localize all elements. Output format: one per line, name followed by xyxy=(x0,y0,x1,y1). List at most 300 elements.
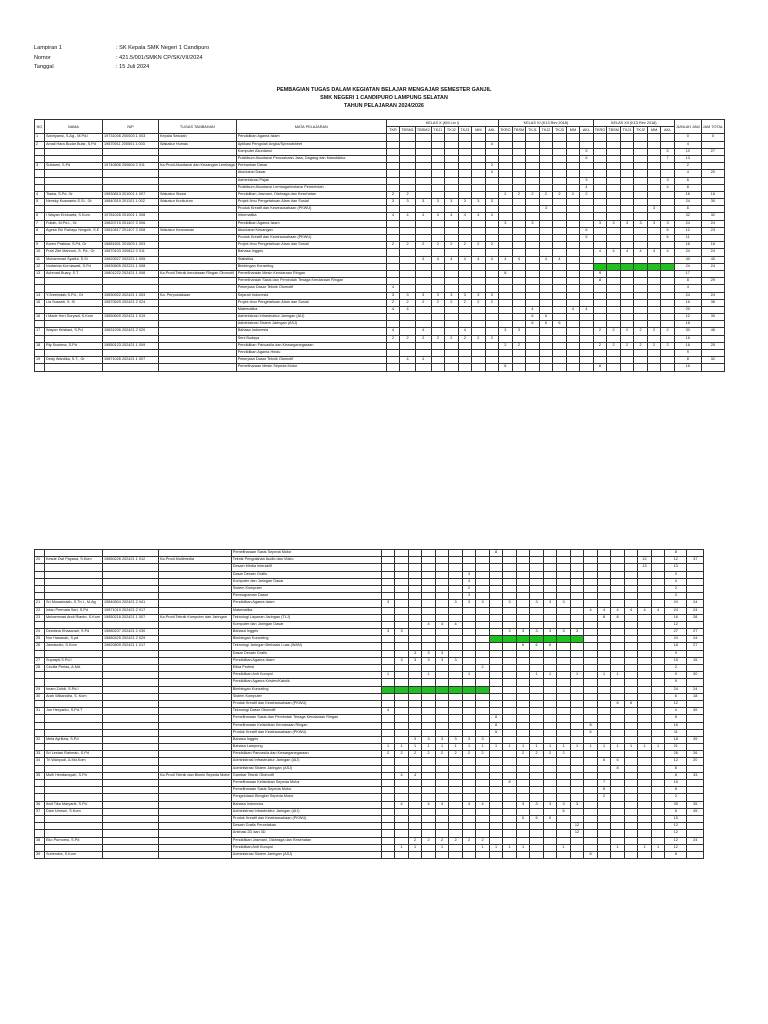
cell-hours: 3 xyxy=(400,292,416,299)
cell-hours xyxy=(503,722,517,729)
cell-hours xyxy=(539,213,553,220)
cell-hours xyxy=(530,614,544,621)
cell-hours xyxy=(580,170,594,177)
cell-hours xyxy=(422,758,436,765)
cell-hours xyxy=(607,155,621,162)
cell-hours xyxy=(476,830,490,837)
cell-hours xyxy=(476,722,490,729)
cell-hours xyxy=(611,751,625,758)
cell-nip xyxy=(103,686,159,693)
cell-hours xyxy=(611,686,625,693)
cell-hours xyxy=(503,621,517,628)
cell-hours xyxy=(584,593,598,600)
cell-hours xyxy=(570,614,584,621)
cell-hours xyxy=(458,191,472,198)
cell-hours xyxy=(543,837,557,844)
cell-hours xyxy=(408,665,422,672)
cell-hours xyxy=(476,772,490,779)
cell-hours xyxy=(386,321,400,328)
cell-hours xyxy=(503,765,517,772)
cell-hours xyxy=(415,314,431,321)
cell-jumlah: 13 xyxy=(674,155,701,162)
cell-nip: 19880425 202421 2 029 xyxy=(103,636,159,643)
table-row xyxy=(35,235,725,242)
document-titles xyxy=(0,86,768,110)
cell-mapel: Projek Ilmu Pengetahuan Alam dan Sosial xyxy=(236,299,386,306)
cell-no xyxy=(35,571,45,578)
cell-hours xyxy=(570,600,584,607)
cell-hours xyxy=(570,751,584,758)
cell-hours xyxy=(449,585,463,592)
cell-hours: 2 xyxy=(485,299,499,306)
cell-nip xyxy=(103,722,159,729)
table-row xyxy=(35,679,704,686)
cell-hours: 4 xyxy=(661,249,675,256)
cell-hours xyxy=(381,780,395,787)
cell-hours: 3 xyxy=(395,629,409,636)
cell-jumlah: 24 xyxy=(665,636,687,643)
cell-jam-total: 24 xyxy=(687,686,704,693)
cell-jam-total: 27 xyxy=(701,148,724,155)
cell-nama xyxy=(45,729,103,736)
cell-jumlah: 13 xyxy=(665,564,687,571)
cell-hours: 2 xyxy=(661,342,675,349)
cell-hours xyxy=(584,600,598,607)
cell-no: 1 xyxy=(35,134,45,141)
cell-hours xyxy=(503,772,517,779)
cell-hours xyxy=(566,342,580,349)
cell-no xyxy=(35,815,45,822)
cell-hours xyxy=(570,679,584,686)
cell-hours xyxy=(512,285,526,292)
cell-nip xyxy=(103,285,159,292)
cell-hours xyxy=(462,614,476,621)
cell-hours xyxy=(499,206,513,213)
cell-no: 25 xyxy=(35,636,45,643)
cell-nama: Suhendra, S.Kom xyxy=(45,851,103,858)
cell-hours xyxy=(445,177,459,184)
cell-jam-total: 25 xyxy=(701,342,724,349)
cell-nip xyxy=(103,335,159,342)
cell-hours: 3 xyxy=(512,328,526,335)
cell-hours: 4 xyxy=(620,249,634,256)
cell-hours xyxy=(415,263,431,270)
cell-hours xyxy=(431,263,445,270)
cell-mapel: Pendidikan Agama Islam xyxy=(236,220,386,227)
cell-hours: 4 xyxy=(422,621,436,628)
cell-jumlah: 8 xyxy=(665,851,687,858)
table-row xyxy=(35,321,725,328)
cell-hours xyxy=(431,342,445,349)
cell-nama xyxy=(45,177,103,184)
cell-jumlah: 16 xyxy=(674,191,701,198)
cell-hours xyxy=(476,557,490,564)
cell-hours xyxy=(566,350,580,357)
cell-nip xyxy=(103,693,159,700)
cell-nama: Achmad Busry, S.T xyxy=(45,270,103,277)
cell-hours: 3 xyxy=(607,220,621,227)
cell-hours xyxy=(647,141,661,148)
cell-hours xyxy=(638,636,652,643)
cell-nama: Fuliah, M.Pd.I., Gr xyxy=(45,220,103,227)
cell-hours xyxy=(584,614,598,621)
cell-hours xyxy=(526,249,540,256)
table-row xyxy=(35,335,725,342)
cell-hours xyxy=(624,794,638,801)
cell-nip: 19830805 202221 1 008 xyxy=(103,263,159,270)
cell-hours xyxy=(607,213,621,220)
cell-hours xyxy=(624,780,638,787)
cell-nip: 19881501 201503 1 003 xyxy=(103,242,159,249)
cell-hours: 6 xyxy=(661,227,675,234)
cell-hours xyxy=(512,134,526,141)
cell-hours xyxy=(607,335,621,342)
cell-hours xyxy=(553,364,567,371)
cell-hours xyxy=(445,170,459,177)
cell-hours xyxy=(381,765,395,772)
cell-hours xyxy=(566,163,580,170)
cell-hours: 3 xyxy=(408,736,422,743)
cell-hours xyxy=(624,830,638,837)
cell-hours xyxy=(597,801,611,808)
cell-jumlah: 18 xyxy=(665,736,687,743)
cell-hours xyxy=(395,650,409,657)
cell-nama: Imam Zuhdi, S.Pd.I xyxy=(45,686,103,693)
cell-hours: 3 xyxy=(485,199,499,206)
cell-nama: Putri Zitri Mahruni, S. Pd., Gr xyxy=(45,249,103,256)
cell-hours xyxy=(516,571,530,578)
cell-hours xyxy=(553,342,567,349)
cell-hours xyxy=(620,292,634,299)
cell-hours: 4 xyxy=(462,578,476,585)
cell-mapel: Desain Grafis Percetakan xyxy=(231,823,381,830)
cell-hours xyxy=(566,357,580,364)
cell-hours xyxy=(431,235,445,242)
cell-hours xyxy=(415,278,431,285)
cell-hours xyxy=(435,722,449,729)
cell-no: 33 xyxy=(35,751,45,758)
cell-hours xyxy=(597,564,611,571)
cell-hours xyxy=(449,636,463,643)
cell-nama: Arah Wikandira, S. Kom xyxy=(45,693,103,700)
cell-hours xyxy=(638,751,652,758)
cell-jam-total: 26 xyxy=(687,751,704,758)
cell-hours xyxy=(553,270,567,277)
cell-tugas xyxy=(159,177,237,184)
cell-hours: 1 xyxy=(638,744,652,751)
cell-hours xyxy=(499,213,513,220)
cell-hours xyxy=(386,342,400,349)
header-x-col: TBSM1 xyxy=(401,128,414,133)
cell-hours: 2 xyxy=(593,328,607,335)
cell-hours xyxy=(620,148,634,155)
cell-hours xyxy=(570,585,584,592)
cell-hours xyxy=(557,650,571,657)
cell-nama: Intan Permata Sari, S.Pd xyxy=(45,607,103,614)
cell-hours xyxy=(539,328,553,335)
cell-hours xyxy=(526,199,540,206)
cell-hours xyxy=(593,256,607,263)
cell-jumlah: 12 xyxy=(674,227,701,234)
cell-hours xyxy=(624,672,638,679)
cell-hours xyxy=(530,851,544,858)
cell-tugas xyxy=(159,206,237,213)
cell-hours xyxy=(499,292,513,299)
cell-nip xyxy=(103,657,159,664)
cell-jumlah: 35 xyxy=(665,801,687,808)
cell-hours xyxy=(512,270,526,277)
cell-nip: 19850609 202421 1 019 xyxy=(103,314,159,321)
cell-hours: 2 xyxy=(386,242,400,249)
cell-jam-total xyxy=(687,700,704,707)
cell-hours: 4 xyxy=(435,801,449,808)
cell-nama xyxy=(45,715,103,722)
cell-hours xyxy=(503,801,517,808)
cell-no xyxy=(35,830,45,837)
cell-hours xyxy=(476,686,490,693)
cell-jumlah: 12 xyxy=(665,830,687,837)
cell-hours xyxy=(516,830,530,837)
cell-hours xyxy=(661,170,675,177)
cell-hours xyxy=(530,571,544,578)
cell-jam-total: 24 xyxy=(701,220,724,227)
cell-hours xyxy=(530,837,544,844)
cell-hours: 4 xyxy=(415,213,431,220)
cell-hours xyxy=(449,801,463,808)
cell-nama xyxy=(45,780,103,787)
cell-hours xyxy=(462,643,476,650)
cell-mapel: Administrasi Sistem Jaringan (ASJ) xyxy=(231,765,381,772)
cell-hours xyxy=(489,765,503,772)
cell-hours xyxy=(634,134,648,141)
cell-hours xyxy=(415,270,431,277)
cell-hours xyxy=(624,722,638,729)
cell-hours xyxy=(445,141,459,148)
cell-hours xyxy=(395,787,409,794)
cell-hours xyxy=(584,585,598,592)
cell-hours xyxy=(445,206,459,213)
cell-jumlah: 3 xyxy=(665,571,687,578)
cell-hours xyxy=(381,679,395,686)
cell-hours xyxy=(462,772,476,779)
cell-hours xyxy=(584,578,598,585)
cell-hours xyxy=(584,650,598,657)
cell-hours xyxy=(476,815,490,822)
cell-jam-total: 40 xyxy=(701,256,724,263)
cell-tugas xyxy=(159,672,232,679)
cell-hours xyxy=(624,585,638,592)
cell-hours xyxy=(557,830,571,837)
cell-hours xyxy=(584,736,598,743)
cell-hours xyxy=(472,155,486,162)
cell-hours xyxy=(638,585,652,592)
cell-hours xyxy=(597,823,611,830)
cell-tugas xyxy=(159,357,237,364)
cell-hours xyxy=(593,263,607,270)
cell-jumlah: 2 xyxy=(665,665,687,672)
cell-tugas: Ka.Prodi Teknik kendaraan Ringan Otomotif xyxy=(159,270,237,277)
cell-hours xyxy=(593,242,607,249)
cell-hours xyxy=(512,263,526,270)
cell-hours xyxy=(516,823,530,830)
cell-hours xyxy=(593,199,607,206)
cell-hours xyxy=(651,729,665,736)
cell-hours: 2 xyxy=(431,242,445,249)
cell-hours xyxy=(566,220,580,227)
cell-jam-total xyxy=(687,564,704,571)
cell-no: 28 xyxy=(35,665,45,672)
cell-hours xyxy=(395,607,409,614)
cell-hours: 1 xyxy=(651,744,665,751)
cell-hours xyxy=(422,823,436,830)
cell-mapel: Perbankan Dasar xyxy=(236,163,386,170)
cell-hours xyxy=(422,844,436,851)
cell-hours xyxy=(543,851,557,858)
cell-hours xyxy=(607,242,621,249)
cell-hours xyxy=(647,242,661,249)
cell-jumlah: 6 xyxy=(674,206,701,213)
cell-hours xyxy=(647,199,661,206)
cell-hours xyxy=(607,357,621,364)
cell-hours xyxy=(400,285,416,292)
cell-hours xyxy=(462,722,476,729)
table-row xyxy=(35,844,704,851)
cell-jam-total xyxy=(701,206,724,213)
cell-hours xyxy=(408,672,422,679)
cell-hours xyxy=(476,823,490,830)
cell-hours xyxy=(638,851,652,858)
cell-hours xyxy=(593,191,607,198)
cell-hours xyxy=(449,794,463,801)
cell-hours: 6 xyxy=(611,758,625,765)
cell-hours: 2 xyxy=(400,242,416,249)
cell-hours xyxy=(422,794,436,801)
cell-mapel: Pemrograman Dasar xyxy=(231,593,381,600)
cell-jumlah: 18 xyxy=(665,643,687,650)
cell-hours: 4 xyxy=(485,141,499,148)
cell-nip xyxy=(103,751,159,758)
cell-nama xyxy=(45,155,103,162)
cell-nip: 19870103 200812 2 011 xyxy=(103,249,159,256)
cell-hours xyxy=(431,163,445,170)
cell-hours xyxy=(516,686,530,693)
cell-hours xyxy=(512,220,526,227)
cell-hours xyxy=(530,693,544,700)
cell-nip xyxy=(103,672,159,679)
cell-hours xyxy=(539,357,553,364)
cell-hours xyxy=(503,794,517,801)
cell-hours xyxy=(516,772,530,779)
cell-hours xyxy=(607,278,621,285)
cell-hours xyxy=(661,314,675,321)
cell-hours: 1 xyxy=(570,744,584,751)
cell-hours xyxy=(597,772,611,779)
cell-hours xyxy=(661,321,675,328)
cell-hours xyxy=(647,285,661,292)
cell-hours xyxy=(462,787,476,794)
cell-hours xyxy=(570,851,584,858)
cell-hours xyxy=(557,679,571,686)
cell-hours xyxy=(611,815,625,822)
cell-hours xyxy=(472,220,486,227)
cell-tugas xyxy=(159,242,237,249)
cell-hours xyxy=(543,794,557,801)
cell-tugas xyxy=(159,794,232,801)
cell-hours xyxy=(624,729,638,736)
cell-tugas xyxy=(159,780,232,787)
cell-hours xyxy=(530,557,544,564)
cell-hours xyxy=(400,206,416,213)
cell-nip: 19810817 201407 2 008 xyxy=(103,227,159,234)
cell-jam-total xyxy=(687,729,704,736)
cell-hours xyxy=(570,593,584,600)
cell-no: 34 xyxy=(35,758,45,765)
cell-hours xyxy=(557,729,571,736)
cell-hours xyxy=(381,801,395,808)
cell-no xyxy=(35,148,45,155)
cell-hours xyxy=(566,206,580,213)
cell-tugas xyxy=(159,593,232,600)
schedule-table-page-2 xyxy=(34,549,704,859)
cell-hours xyxy=(485,191,499,198)
cell-mapel: Sejarah Indonesia xyxy=(236,292,386,299)
cell-hours xyxy=(516,722,530,729)
cell-hours xyxy=(584,686,598,693)
cell-tugas xyxy=(159,328,237,335)
cell-hours xyxy=(597,715,611,722)
cell-hours xyxy=(624,837,638,844)
cell-tugas xyxy=(159,679,232,686)
cell-hours xyxy=(422,729,436,736)
cell-hours xyxy=(431,314,445,321)
cell-hours xyxy=(651,693,665,700)
cell-mapel: Pemeliharaan Mesin Kendaraan Ringan xyxy=(236,270,386,277)
cell-hours xyxy=(651,830,665,837)
cell-hours xyxy=(476,578,490,585)
cell-hours xyxy=(489,851,503,858)
cell-hours xyxy=(530,550,544,557)
cell-nama: Subiarni, S.Pd xyxy=(45,163,103,170)
cell-hours xyxy=(400,263,416,270)
cell-hours xyxy=(485,342,499,349)
header-x-col: TKJ3 xyxy=(458,127,472,134)
cell-hours: 3 xyxy=(462,593,476,600)
lampiran-label: Lampiran 1 xyxy=(34,45,62,51)
cell-mapel: Produk Kreatif dan Kewirausahaan (PKWU) xyxy=(236,206,386,213)
cell-nip xyxy=(103,736,159,743)
cell-nip xyxy=(103,571,159,578)
cell-hours xyxy=(445,263,459,270)
cell-jumlah: 6 xyxy=(665,808,687,815)
cell-hours xyxy=(445,191,459,198)
cell-nip xyxy=(103,148,159,155)
cell-hours xyxy=(557,708,571,715)
cell-hours: 4 xyxy=(395,772,409,779)
cell-hours xyxy=(415,141,431,148)
table-row xyxy=(35,851,704,858)
header-xi-col: TKJ2 xyxy=(539,127,553,134)
cell-hours xyxy=(499,199,513,206)
cell-hours: 6 xyxy=(584,729,598,736)
cell-hours xyxy=(543,729,557,736)
cell-hours xyxy=(570,578,584,585)
cell-hours xyxy=(530,650,544,657)
cell-hours xyxy=(503,607,517,614)
cell-hours xyxy=(472,314,486,321)
cell-hours: 8 xyxy=(499,364,513,371)
cell-jumlah: 16 xyxy=(674,335,701,342)
cell-hours xyxy=(661,199,675,206)
